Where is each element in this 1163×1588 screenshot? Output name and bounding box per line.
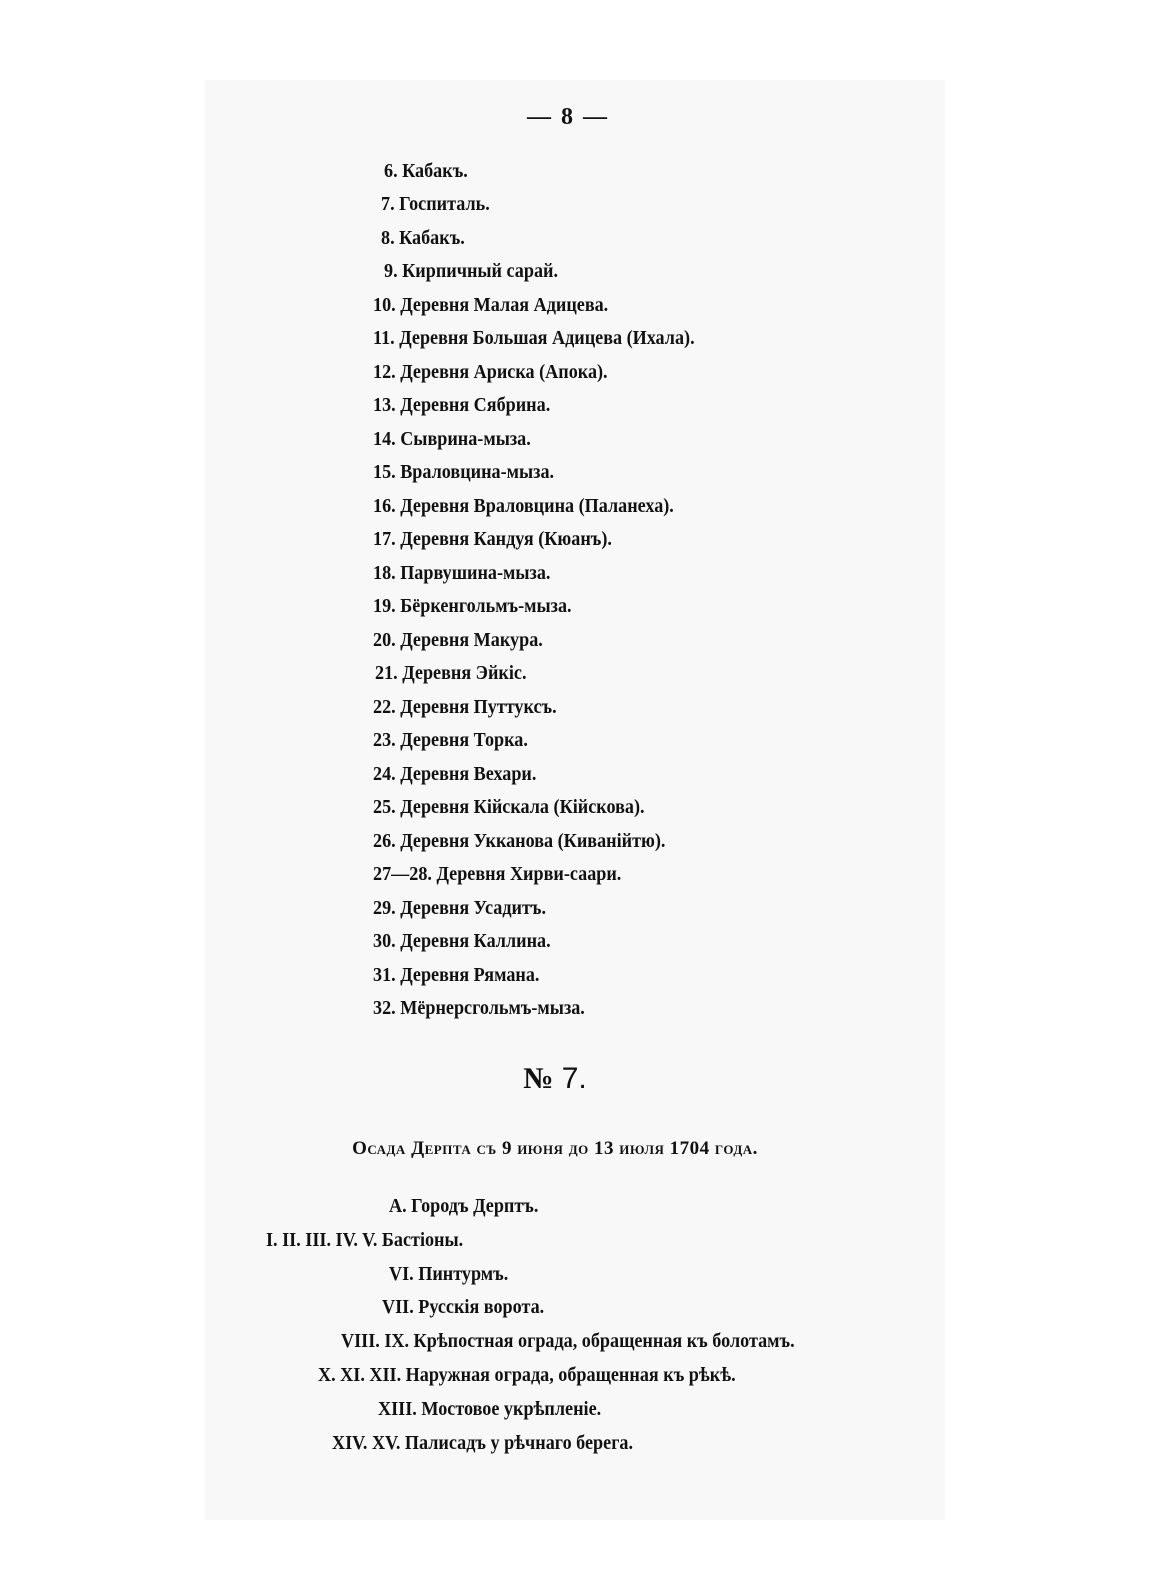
list-item: 16. Деревня Враловцина (Паланеха). (373, 496, 674, 517)
list-item: 23. Деревня Торка. (373, 730, 528, 751)
number-sign: № (523, 1062, 554, 1095)
legend-item: А. Городъ Дерптъ. (389, 1196, 539, 1217)
list-item: 11. Деревня Большая Адицева (Ихала). (373, 328, 695, 349)
legend-item: XIV. XV. Палисадъ у рѣчнаго берега. (332, 1433, 634, 1454)
list-item: 30. Деревня Каллина. (373, 931, 551, 952)
list-item: 29. Деревня Усадитъ. (373, 898, 547, 919)
list-item: 13. Деревня Сябрина. (373, 395, 551, 416)
list-item: 15. Враловцина-мыза. (373, 462, 555, 483)
page-number: — 8 — (527, 104, 609, 130)
section-heading (0, 1062, 1110, 1096)
legend-item: I. II. III. IV. V. Бастіоны. (266, 1230, 464, 1251)
list-item: 6. Кабакъ. (384, 161, 468, 182)
list-item: 20. Деревня Макура. (373, 630, 543, 651)
legend-item: VI. Пинтурмъ. (389, 1264, 509, 1285)
list-item: 26. Деревня Укканова (Киванійтю). (373, 831, 666, 852)
list-item: 21. Деревня Эйкіс. (375, 663, 527, 684)
list-item: 7. Госпиталь. (381, 194, 490, 215)
list-item: 9. Кирпичный сарай. (384, 261, 559, 282)
legend-item: VIII. IX. Крѣпостная ограда, обращенная къ болотамъ. (341, 1331, 795, 1352)
list-item: 14. Сыврина-мыза. (373, 429, 531, 450)
list-item: 17. Деревня Кандуя (Кюанъ). (373, 529, 612, 550)
list-item: 18. Парвушина-мыза. (373, 563, 551, 584)
list-item: 8. Кабакъ. (381, 228, 465, 249)
legend-item: X. XI. XII. Наружная ограда, обращенная къ рѣкѣ. (318, 1365, 736, 1386)
list-item: 31. Деревня Рямана. (373, 965, 540, 986)
section-title: Осада Дерпта съ 9 июня до 13 июля 1704 года. (352, 1138, 758, 1159)
list-item: 32. Мёрнерсгольмъ-мыза. (373, 998, 585, 1019)
legend-item: XIII. Мостовое укрѣпленіе. (378, 1399, 602, 1420)
list-item: 22. Деревня Путтуксъ. (373, 697, 557, 718)
list-item: 25. Деревня Кійскала (Кійскова). (373, 797, 645, 818)
list-item: 12. Деревня Ариска (Апока). (373, 362, 608, 383)
legend-item: VII. Русскія ворота. (382, 1297, 545, 1318)
list-item: 27—28. Деревня Хирви-саари. (373, 864, 622, 885)
list-item: 24. Деревня Вехари. (373, 764, 537, 785)
section-number: 7. (561, 1062, 587, 1095)
list-item: 19. Бёркенгольмъ-мыза. (373, 596, 572, 617)
list-item: 10. Деревня Малая Адицева. (373, 295, 609, 316)
